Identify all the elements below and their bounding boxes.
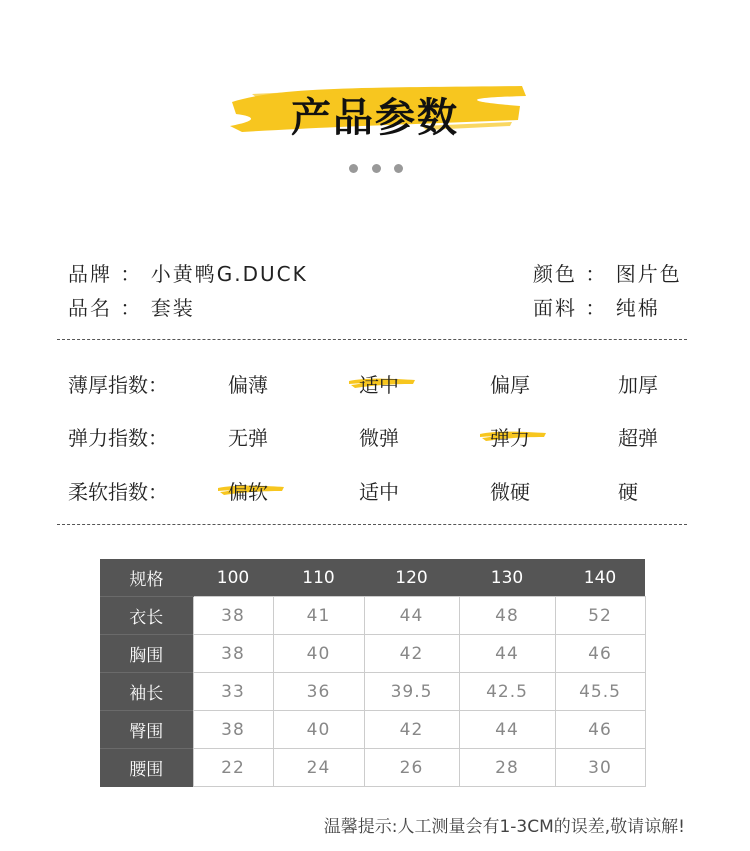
row-header: 胸围 bbox=[100, 635, 193, 673]
table-cell: 38 bbox=[193, 635, 273, 673]
name-label: 品名 bbox=[68, 296, 112, 320]
table-cell: 44 bbox=[459, 635, 555, 673]
color-info bbox=[533, 258, 682, 287]
name-value: 套装 bbox=[150, 296, 195, 320]
index-option: 微弹 bbox=[359, 426, 399, 450]
index-label: 弹力指数： bbox=[68, 426, 168, 450]
colon: ： bbox=[112, 296, 151, 320]
index-option: 微硬 bbox=[490, 480, 530, 504]
table-cell: 45.5 bbox=[555, 673, 645, 711]
row-header: 腰围 bbox=[100, 749, 193, 787]
index-option: 硬 bbox=[618, 480, 638, 504]
table-cell: 44 bbox=[459, 711, 555, 749]
fabric-value: 纯棉 bbox=[615, 296, 660, 320]
measurement-note: 温馨提示:人工测量会有1-3CM的误差,敬请谅解! bbox=[323, 817, 685, 837]
table-row bbox=[100, 673, 645, 711]
size-header: 100 bbox=[193, 559, 273, 597]
table-cell: 42.5 bbox=[459, 673, 555, 711]
size-header: 120 bbox=[364, 559, 459, 597]
row-header: 袖长 bbox=[100, 673, 193, 711]
index-label: 柔软指数： bbox=[68, 480, 168, 504]
table-cell: 40 bbox=[273, 711, 364, 749]
table-cell: 40 bbox=[273, 635, 364, 673]
table-corner-cell: 规格 bbox=[100, 559, 193, 597]
table-cell: 24 bbox=[273, 749, 364, 787]
row-header: 衣长 bbox=[100, 597, 193, 635]
color-value: 图片色 bbox=[615, 262, 682, 286]
page-title: 产品参数 bbox=[291, 95, 459, 141]
table-cell: 46 bbox=[555, 711, 645, 749]
table-cell: 36 bbox=[273, 673, 364, 711]
table-cell: 38 bbox=[193, 711, 273, 749]
table-cell: 39.5 bbox=[364, 673, 459, 711]
dot-icon bbox=[394, 164, 403, 173]
dot-icon bbox=[372, 164, 381, 173]
brand-info bbox=[68, 258, 308, 287]
table-cell: 44 bbox=[364, 597, 459, 635]
table-cell: 22 bbox=[193, 749, 273, 787]
table-cell: 30 bbox=[555, 749, 645, 787]
color-label: 颜色 bbox=[533, 262, 577, 286]
index-option: 无弹 bbox=[228, 426, 268, 450]
index-label: 薄厚指数： bbox=[68, 373, 168, 397]
table-row bbox=[100, 749, 645, 787]
table-cell: 42 bbox=[364, 711, 459, 749]
table-row bbox=[100, 597, 645, 635]
table-row bbox=[100, 711, 645, 749]
table-cell: 28 bbox=[459, 749, 555, 787]
table-cell: 33 bbox=[193, 673, 273, 711]
size-header: 110 bbox=[273, 559, 364, 597]
title-block bbox=[0, 72, 750, 156]
table-cell: 52 bbox=[555, 597, 645, 635]
table-cell: 38 bbox=[193, 597, 273, 635]
colon: ： bbox=[577, 296, 616, 320]
decorative-dots bbox=[349, 164, 403, 176]
index-option: 加厚 bbox=[618, 373, 658, 397]
size-header: 140 bbox=[555, 559, 645, 597]
index-option-selected: 偏软 bbox=[228, 476, 268, 505]
table-cell: 46 bbox=[555, 635, 645, 673]
size-header: 130 bbox=[459, 559, 555, 597]
dashed-divider bbox=[57, 339, 687, 340]
index-option: 偏薄 bbox=[228, 373, 268, 397]
table-cell: 42 bbox=[364, 635, 459, 673]
name-info bbox=[68, 292, 195, 321]
index-option: 适中 bbox=[359, 480, 399, 504]
size-table bbox=[100, 559, 646, 787]
table-cell: 48 bbox=[459, 597, 555, 635]
brand-label: 品牌 bbox=[68, 262, 112, 286]
colon: ： bbox=[112, 262, 151, 286]
dot-icon bbox=[349, 164, 358, 173]
row-header: 臀围 bbox=[100, 711, 193, 749]
table-header-row bbox=[100, 559, 645, 597]
colon: ： bbox=[577, 262, 616, 286]
index-option-selected: 适中 bbox=[359, 369, 399, 398]
brand-value: 小黄鸭G.DUCK bbox=[150, 262, 308, 286]
index-option: 超弹 bbox=[618, 426, 658, 450]
fabric-label: 面料 bbox=[533, 296, 577, 320]
table-cell: 26 bbox=[364, 749, 459, 787]
table-row bbox=[100, 635, 645, 673]
table-cell: 41 bbox=[273, 597, 364, 635]
fabric-info bbox=[533, 292, 660, 321]
index-option-selected: 弹力 bbox=[490, 422, 530, 451]
index-option: 偏厚 bbox=[490, 373, 530, 397]
dashed-divider bbox=[57, 524, 687, 525]
